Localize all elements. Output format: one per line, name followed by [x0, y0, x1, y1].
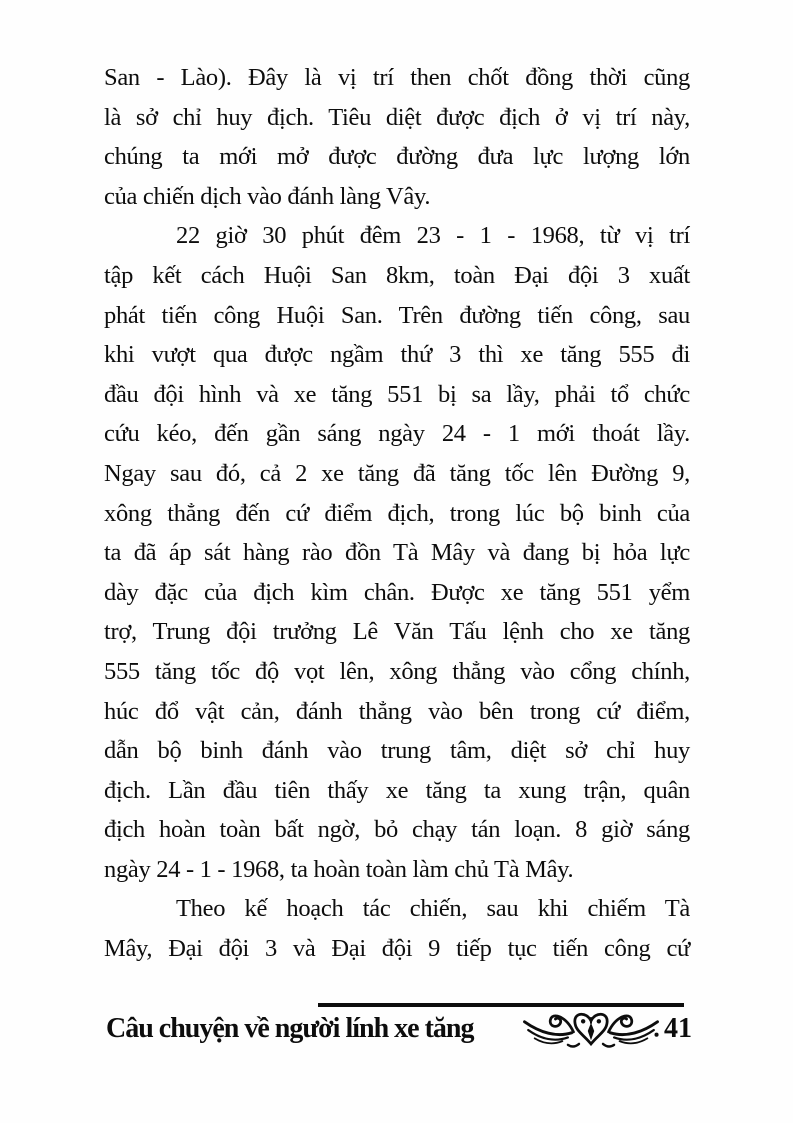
- text-line: khi vượt qua được ngầm thứ 3 thì xe tăng 555 đi: [104, 341, 690, 369]
- text-line: 22 giờ 30 phút đêm 23 - 1 - 1968, từ vị trí: [176, 222, 690, 250]
- text-line: địch hoàn toàn bất ngờ, bỏ chạy tán loạn. 8 giờ sáng: [104, 816, 690, 844]
- ornament-flourish-icon: [520, 1007, 662, 1060]
- text-line: ngày 24 - 1 - 1968, ta hoàn toàn làm chủ Tà Mây.: [104, 855, 574, 883]
- text-line: Mây, Đại đội 3 và Đại đội 9 tiếp tục tiến công cứ: [104, 935, 690, 963]
- text-line: xông thẳng đến cứ điểm địch, trong lúc bộ binh của: [104, 499, 690, 527]
- text-line: San - Lào). Đây là vị trí then chốt đồng thời cũng: [104, 64, 690, 91]
- text-block: [104, 58, 690, 969]
- text-line: dẫn bộ binh đánh vào trung tâm, diệt sở chỉ huy: [104, 737, 690, 765]
- text-line: Ngay sau đó, cả 2 xe tăng đã tăng tốc lên Đường 9,: [104, 459, 690, 487]
- text-line: ta đã áp sát hàng rào đồn Tà Mây và đang bị hỏa lực: [104, 539, 690, 567]
- text-line: cứu kéo, đến gần sáng ngày 24 - 1 mới thoát lầy.: [104, 420, 690, 448]
- page-number: 41: [664, 1013, 692, 1044]
- text-line: địch. Lần đầu tiên thấy xe tăng ta xung trận, quân: [104, 776, 690, 804]
- text-line: là sở chỉ huy địch. Tiêu diệt được địch ở vị trí này,: [104, 103, 690, 131]
- text-line: đầu đội hình và xe tăng 551 bị sa lầy, phải tổ chức: [104, 380, 690, 408]
- text-line: tập kết cách Huội San 8km, toàn Đại đội 3 xuất: [104, 261, 690, 289]
- text-line: phát tiến công Huội San. Trên đường tiến công, sau: [104, 301, 690, 329]
- text-line: húc đổ vật cản, đánh thẳng vào bên trong cứ điểm,: [104, 697, 690, 725]
- footer-divider: [318, 1003, 684, 1007]
- text-line: 555 tăng tốc độ vọt lên, xông thẳng vào cổng chính,: [104, 657, 690, 685]
- text-line: trợ, Trung đội trưởng Lê Văn Tấu lệnh cho xe tăng: [104, 618, 690, 646]
- text-line: chúng ta mới mở được đường đưa lực lượng lớn: [104, 143, 690, 171]
- page-footer: [0, 1001, 793, 1081]
- text-line: Theo kế hoạch tác chiến, sau khi chiếm Tà: [176, 895, 690, 923]
- text-line: dày đặc của địch kìm chân. Được xe tăng 551 yểm: [104, 578, 690, 606]
- text-line: của chiến dịch vào đánh làng Vây.: [104, 182, 431, 210]
- footer-book-title: Câu chuyện về người lính xe tăng: [106, 1013, 474, 1044]
